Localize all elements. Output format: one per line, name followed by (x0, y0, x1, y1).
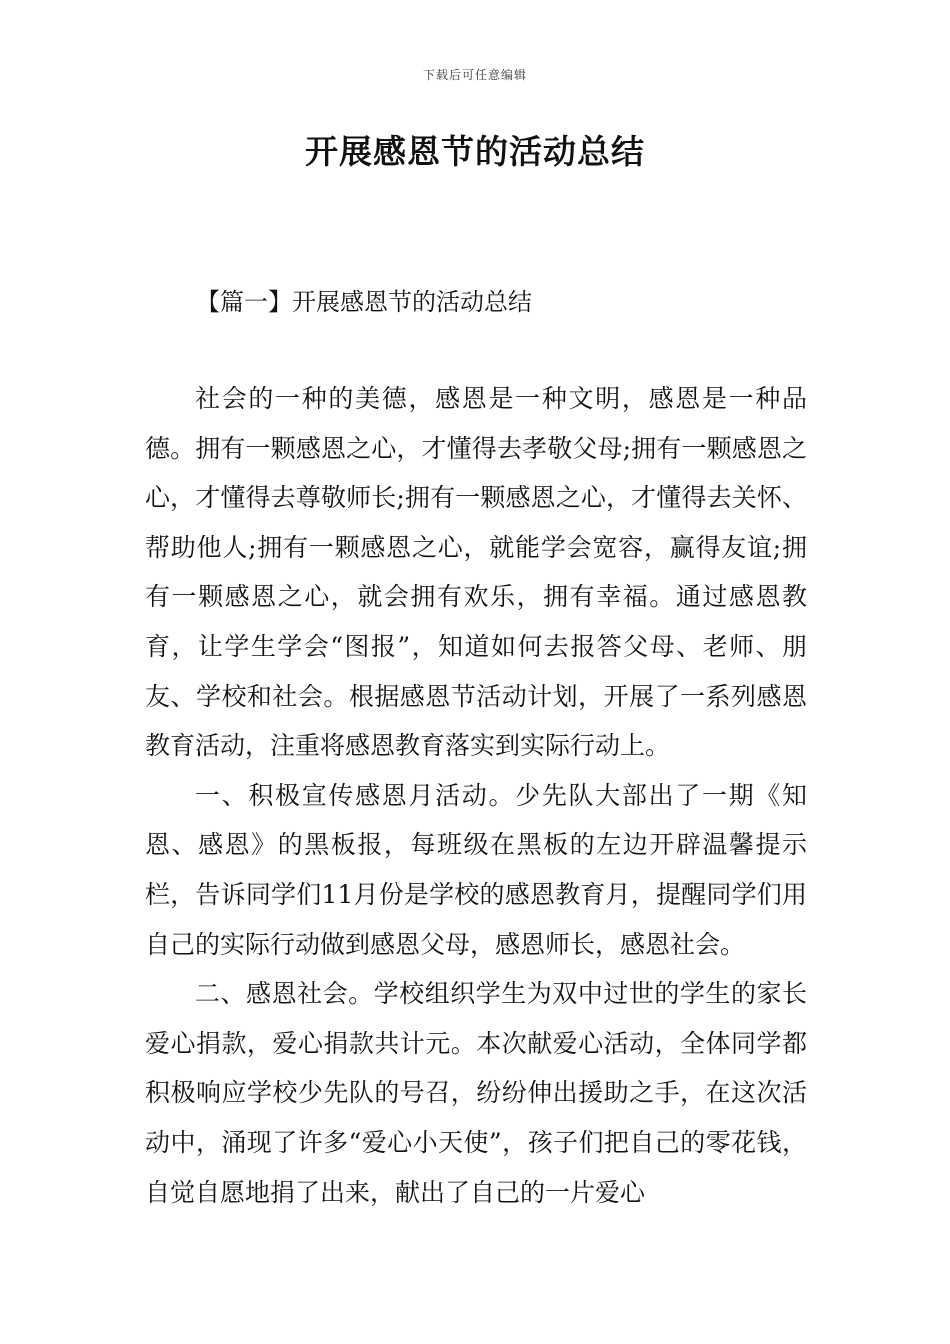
document-title: 开展感恩节的活动总结 (305, 132, 645, 171)
paragraph-section-two: 二、感恩社会。学校组织学生为双中过世的学生的家长爱心捐款，爱心捐款共计元。本次献爱心活动，全体同学都积极响应学校少先队的号召，纷纷伸出援助之手，在这次活动中，涌现了许多“爱心小天使”，孩子们把自己的零花钱，自觉自愿地捐了出来，献出了自己的一片爱心 (145, 979, 807, 1207)
document-body (145, 374, 807, 1217)
paragraph-intro: 社会的一种的美德，感恩是一种文明，感恩是一种品德。拥有一颗感恩之心，才懂得去孝敬父母;拥有一颗感恩之心，才懂得去尊敬师长;拥有一颗感恩之心，才懂得去关怀、帮助他人;拥有一颗感恩之心，就能学会宽容，赢得友谊;拥有一颗感恩之心，就会拥有欢乐，拥有幸福。通过感恩教育，让学生学会“图报”，知道如何去报答父母、老师、朋友、学校和社会。根据感恩节活动计划，开展了一系列感恩教育活动，注重将感恩教育落实到实际行动上。 (145, 384, 807, 761)
section-heading: 【篇一】开展感恩节的活动总结 (196, 288, 532, 316)
paragraph-section-one: 一、积极宣传感恩月活动。少先队大部出了一期《知恩、感恩》的黑板报，每班级在黑板的左边开辟温馨提示栏，告诉同学们11月份是学校的感恩教育月，提醒同学们用自己的实际行动做到感恩父母，感恩师长，感恩社会。 (145, 780, 807, 959)
header-note: 下载后可任意编辑 (422, 68, 527, 82)
